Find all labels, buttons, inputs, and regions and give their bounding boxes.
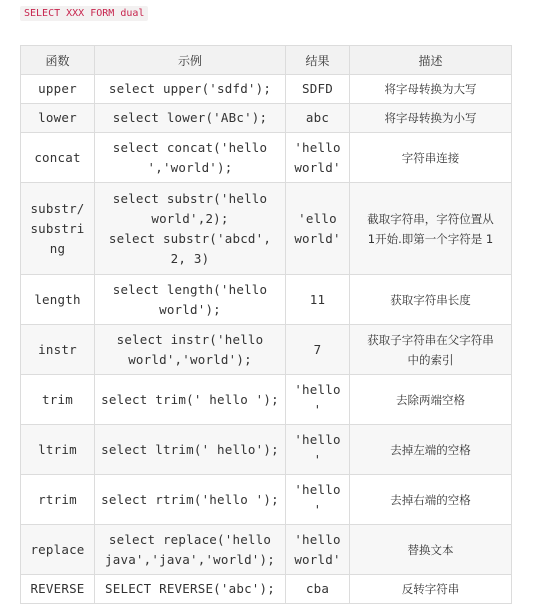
cell-description: 替换文本 [350, 525, 512, 575]
cell-function: instr [21, 325, 95, 375]
cell-result: 'hello world' [286, 133, 350, 183]
cell-example: select replace('hello java','java','world'); [95, 525, 286, 575]
cell-example: select substr('hello world',2); select substr('abcd', 2, 3) [95, 183, 286, 275]
cell-result: 'hello ' [286, 475, 350, 525]
cell-description: 截取字符串，字符位置从 1开始.即第一个字符是 1 [350, 183, 512, 275]
table-row [21, 133, 512, 183]
cell-description: 将字母转换为大写 [350, 75, 512, 104]
cell-result: 7 [286, 325, 350, 375]
header-result: 结果 [286, 46, 350, 75]
cell-example: select trim(' hello '); [95, 375, 286, 425]
cell-description: 获取子字符串在父字符串 中的索引 [350, 325, 512, 375]
table-row [21, 525, 512, 575]
table-row [21, 375, 512, 425]
cell-result: 'hello ' [286, 425, 350, 475]
table-row [21, 104, 512, 133]
cell-result: cba [286, 575, 350, 604]
cell-function: lower [21, 104, 95, 133]
table-row [21, 425, 512, 475]
cell-description: 去除两端空格 [350, 375, 512, 425]
cell-result: 11 [286, 275, 350, 325]
cell-example: select upper('sdfd'); [95, 75, 286, 104]
cell-example: select length('hello world'); [95, 275, 286, 325]
cell-function: substr/ substri ng [21, 183, 95, 275]
cell-function: length [21, 275, 95, 325]
cell-result: 'hello ' [286, 375, 350, 425]
cell-description: 去掉左端的空格 [350, 425, 512, 475]
code-snippet: SELECT XXX FORM dual [20, 6, 148, 21]
cell-description: 反转字符串 [350, 575, 512, 604]
header-function: 函数 [21, 46, 95, 75]
cell-description: 将字母转换为小写 [350, 104, 512, 133]
cell-result: abc [286, 104, 350, 133]
cell-description: 获取字符串长度 [350, 275, 512, 325]
cell-function: ltrim [21, 425, 95, 475]
cell-example: select instr('hello world','world'); [95, 325, 286, 375]
cell-description: 去掉右端的空格 [350, 475, 512, 525]
cell-example: select rtrim('hello '); [95, 475, 286, 525]
table-header-row [21, 46, 512, 75]
cell-function: REVERSE [21, 575, 95, 604]
cell-example: select lower('ABc'); [95, 104, 286, 133]
table-row [21, 575, 512, 604]
table-row [21, 275, 512, 325]
cell-result: 'ello world' [286, 183, 350, 275]
table-row [21, 183, 512, 275]
cell-example: SELECT REVERSE('abc'); [95, 575, 286, 604]
cell-result: 'hello world' [286, 525, 350, 575]
cell-function: trim [21, 375, 95, 425]
cell-result: SDFD [286, 75, 350, 104]
cell-example: select concat('hello ','world'); [95, 133, 286, 183]
cell-function: concat [21, 133, 95, 183]
function-table [20, 45, 512, 604]
cell-description: 字符串连接 [350, 133, 512, 183]
cell-function: upper [21, 75, 95, 104]
table-row [21, 75, 512, 104]
table-row [21, 475, 512, 525]
header-description: 描述 [350, 46, 512, 75]
header-example: 示例 [95, 46, 286, 75]
cell-example: select ltrim(' hello'); [95, 425, 286, 475]
cell-function: replace [21, 525, 95, 575]
cell-function: rtrim [21, 475, 95, 525]
table-row [21, 325, 512, 375]
